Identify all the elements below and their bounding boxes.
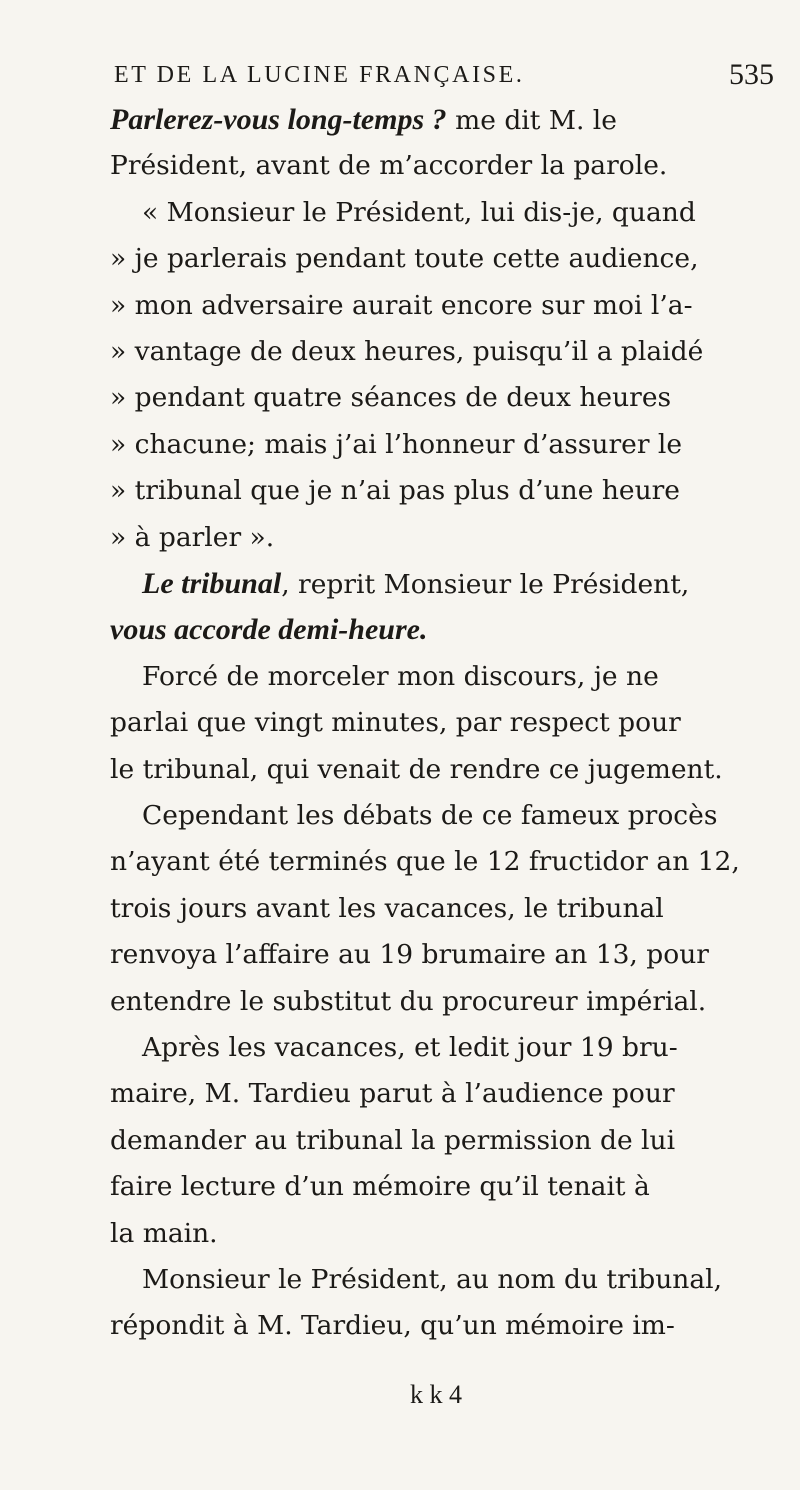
line-text: Cependant les débats de ce fameux procès [142,800,718,831]
text-line [110,935,709,975]
signature-mark: k k 4 [410,1380,462,1409]
line-text: maire, M. Tardieu parut à l’audience pour [110,1078,675,1110]
line-text: » chacune; mais j’ai l’honneur d’assurer le [110,428,683,460]
text-line [110,1167,650,1207]
text-line [110,518,274,558]
line-text: le tribunal, qui venait de rendre ce jugement. [110,753,723,785]
italic-phrase: Le tribunal [142,567,282,600]
text-line [142,657,659,697]
line-text: trois jours avant les vacances, le tribunal [110,892,664,924]
text-line [142,193,696,233]
text-line [110,425,682,465]
line-text: faire lecture d’un mémoire qu’il tenait à [110,1171,650,1203]
line-text: la main. [110,1217,218,1249]
text-line [110,378,671,418]
text-line [110,1306,675,1346]
line-text: » tribunal que je n’ai pas plus d’une heure [110,475,680,507]
line-text: « Monsieur le Président, lui dis-je, quand [142,196,696,228]
text-line [110,100,617,140]
text-line [142,564,689,604]
line-text: Président, avant de m’accorder la parole. [110,150,668,182]
text-line [142,796,717,836]
line-text: renvoya l’affaire au 19 brumaire an 13, pour [110,939,709,971]
line-text: Après les vacances, et ledit jour 19 bru- [142,1032,678,1063]
text-line [110,610,427,650]
line-text: » mon adversaire aurait encore sur moi l’a- [110,289,693,321]
italic-phrase: Parlerez-vous long-temps ? [110,103,447,136]
text-line [110,889,664,929]
line-text: n’ayant été terminés que le 12 fructidor an 12, [110,846,740,878]
line-text: » à parler ». [110,521,275,553]
text-line [110,982,706,1022]
text-line [110,239,699,279]
line-text: me dit M. le [446,105,617,136]
text-line [110,703,681,743]
line-text: parlai que vingt minutes, par respect pour [110,707,681,739]
text-line [110,1214,218,1254]
text-line [110,332,703,372]
line-text: Monsieur le Président, au nom du tribunal, [142,1264,723,1295]
page-header [114,58,774,102]
text-line [110,750,723,790]
line-text: » je parlerais pendant toute cette audience, [110,243,699,275]
line-text: demander au tribunal la permission de lui [110,1124,676,1156]
running-head: ET DE LA LUCINE FRANÇAISE. [114,62,525,88]
text-line [110,1074,675,1114]
text-line [142,1260,722,1300]
line-text: répondit à M. Tardieu, qu’un mémoire im- [110,1310,675,1342]
text-line [110,146,667,186]
italic-phrase: vous accorde demi-heure. [110,613,428,647]
text-line [110,842,740,882]
line-text: , reprit Monsieur le Président, [281,569,690,600]
page-number: 535 [729,58,774,91]
text-line [110,471,680,511]
text-line [142,1028,678,1068]
line-text: » vantage de deux heures, puisqu’il a plaidé [110,336,704,367]
line-text: » pendant quatre séances de deux heures [110,382,672,414]
text-line [110,1121,675,1161]
text-line [110,286,693,326]
line-text: entendre le substitut du procureur impérial. [110,985,707,1017]
line-text: Forcé de morceler mon discours, je ne [142,660,659,692]
